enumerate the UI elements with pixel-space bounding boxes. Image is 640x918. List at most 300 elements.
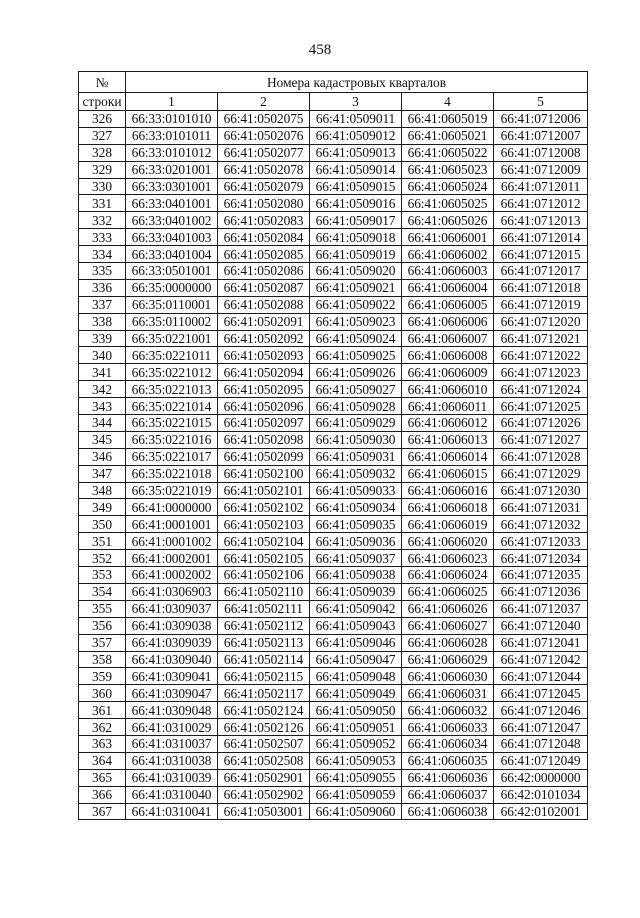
- cadastral-number-cell: 66:41:0502093: [218, 347, 310, 364]
- cadastral-number-cell: 66:41:0712020: [494, 313, 588, 330]
- table-row: [79, 533, 588, 550]
- cadastral-number-cell: 66:41:0502076: [218, 127, 310, 144]
- row-number-cell: 352: [79, 550, 126, 567]
- table-row: [79, 668, 588, 685]
- row-number-cell: 358: [79, 651, 126, 668]
- cadastral-number-cell: 66:41:0605025: [402, 195, 494, 212]
- cadastral-number-cell: 66:41:0509024: [310, 330, 402, 347]
- table-row: [79, 381, 588, 398]
- cadastral-number-cell: 66:41:0502098: [218, 431, 310, 448]
- cadastral-number-cell: 66:41:0606030: [402, 668, 494, 685]
- cadastral-number-cell: 66:41:0606037: [402, 786, 494, 803]
- cadastral-number-cell: 66:33:0101010: [126, 111, 218, 128]
- cadastral-number-cell: 66:41:0712021: [494, 330, 588, 347]
- cadastral-number-cell: 66:41:0309041: [126, 668, 218, 685]
- cadastral-number-cell: 66:41:0309038: [126, 617, 218, 634]
- cadastral-number-cell: 66:41:0712037: [494, 600, 588, 617]
- cadastral-number-cell: 66:41:0606005: [402, 296, 494, 313]
- cadastral-number-cell: 66:41:0502114: [218, 651, 310, 668]
- row-number-cell: 356: [79, 617, 126, 634]
- cadastral-number-cell: 66:41:0509052: [310, 735, 402, 752]
- cadastral-quarters-table: [78, 71, 588, 820]
- cadastral-number-cell: 66:41:0310040: [126, 786, 218, 803]
- cadastral-number-cell: 66:41:0509034: [310, 499, 402, 516]
- cadastral-number-cell: 66:41:0606025: [402, 583, 494, 600]
- row-number-cell: 336: [79, 279, 126, 296]
- cadastral-number-cell: 66:41:0606028: [402, 634, 494, 651]
- table-row: [79, 313, 588, 330]
- cadastral-number-cell: 66:35:0221013: [126, 381, 218, 398]
- cadastral-number-cell: 66:41:0606032: [402, 702, 494, 719]
- cadastral-number-cell: 66:41:0502086: [218, 263, 310, 280]
- cadastral-number-cell: 66:41:0712028: [494, 448, 588, 465]
- cadastral-number-cell: 66:41:0509036: [310, 533, 402, 550]
- row-number-cell: 330: [79, 178, 126, 195]
- cadastral-number-cell: 66:41:0712047: [494, 719, 588, 736]
- table-row: [79, 195, 588, 212]
- column-number-header: 5: [494, 93, 588, 111]
- cadastral-number-cell: 66:41:0502077: [218, 144, 310, 161]
- cadastral-number-cell: 66:41:0502096: [218, 398, 310, 415]
- cadastral-number-cell: 66:41:0502111: [218, 600, 310, 617]
- row-number-cell: 340: [79, 347, 126, 364]
- cadastral-number-cell: 66:41:0502112: [218, 617, 310, 634]
- row-number-cell: 341: [79, 364, 126, 381]
- table-row: [79, 600, 588, 617]
- cadastral-number-cell: 66:41:0605022: [402, 144, 494, 161]
- cadastral-number-cell: 66:41:0502094: [218, 364, 310, 381]
- cadastral-number-cell: 66:41:0000000: [126, 499, 218, 516]
- cadastral-number-cell: 66:41:0509049: [310, 685, 402, 702]
- cadastral-number-cell: 66:41:0509012: [310, 127, 402, 144]
- cadastral-number-cell: 66:35:0221001: [126, 330, 218, 347]
- table-row: [79, 499, 588, 516]
- table-row: [79, 144, 588, 161]
- cadastral-number-cell: 66:41:0606012: [402, 415, 494, 432]
- cadastral-number-cell: 66:41:0712009: [494, 161, 588, 178]
- cadastral-number-cell: 66:41:0606033: [402, 719, 494, 736]
- table-row: [79, 127, 588, 144]
- table-body: [79, 111, 588, 820]
- cadastral-number-cell: 66:41:0502113: [218, 634, 310, 651]
- cadastral-number-cell: 66:41:0509016: [310, 195, 402, 212]
- table-row: [79, 685, 588, 702]
- cadastral-number-cell: 66:41:0509027: [310, 381, 402, 398]
- cadastral-number-cell: 66:41:0509023: [310, 313, 402, 330]
- cadastral-number-cell: 66:33:0401001: [126, 195, 218, 212]
- column-number-header: 1: [126, 93, 218, 111]
- table-row: [79, 229, 588, 246]
- table-row: [79, 279, 588, 296]
- cadastral-number-cell: 66:41:0502115: [218, 668, 310, 685]
- cadastral-number-cell: 66:41:0606016: [402, 482, 494, 499]
- cadastral-number-cell: 66:41:0509059: [310, 786, 402, 803]
- cadastral-number-cell: 66:33:0501001: [126, 263, 218, 280]
- cadastral-number-cell: 66:35:0110001: [126, 296, 218, 313]
- cadastral-number-cell: 66:41:0509046: [310, 634, 402, 651]
- table-row: [79, 583, 588, 600]
- row-number-cell: 364: [79, 752, 126, 769]
- cadastral-number-cell: 66:41:0509026: [310, 364, 402, 381]
- cadastral-number-cell: 66:41:0712006: [494, 111, 588, 128]
- cadastral-number-cell: 66:33:0201001: [126, 161, 218, 178]
- cadastral-number-cell: 66:41:0712015: [494, 246, 588, 263]
- table-row: [79, 567, 588, 584]
- cadastral-number-cell: 66:41:0712033: [494, 533, 588, 550]
- row-number-cell: 339: [79, 330, 126, 347]
- row-number-cell: 331: [79, 195, 126, 212]
- cadastral-number-cell: 66:41:0309040: [126, 651, 218, 668]
- cadastral-number-cell: 66:41:0606013: [402, 431, 494, 448]
- row-number-cell: 354: [79, 583, 126, 600]
- cadastral-number-cell: 66:41:0606019: [402, 516, 494, 533]
- row-number-cell: 362: [79, 719, 126, 736]
- cadastral-number-cell: 66:41:0502103: [218, 516, 310, 533]
- cadastral-number-cell: 66:33:0101011: [126, 127, 218, 144]
- cadastral-number-cell: 66:41:0502083: [218, 212, 310, 229]
- cadastral-number-cell: 66:41:0310039: [126, 769, 218, 786]
- cadastral-number-cell: 66:41:0606029: [402, 651, 494, 668]
- row-number-cell: 328: [79, 144, 126, 161]
- table-row: [79, 246, 588, 263]
- row-number-cell: 345: [79, 431, 126, 448]
- row-number-cell: 366: [79, 786, 126, 803]
- cadastral-number-cell: 66:35:0221012: [126, 364, 218, 381]
- cadastral-number-cell: 66:41:0502101: [218, 482, 310, 499]
- cadastral-number-cell: 66:41:0509038: [310, 567, 402, 584]
- cadastral-number-cell: 66:41:0502097: [218, 415, 310, 432]
- cadastral-number-cell: 66:41:0306903: [126, 583, 218, 600]
- cadastral-number-cell: 66:41:0606027: [402, 617, 494, 634]
- row-number-cell: 346: [79, 448, 126, 465]
- cadastral-number-cell: 66:41:0502102: [218, 499, 310, 516]
- cadastral-number-cell: 66:41:0502508: [218, 752, 310, 769]
- cadastral-number-cell: 66:42:0102001: [494, 803, 588, 820]
- cadastral-number-cell: 66:41:0502080: [218, 195, 310, 212]
- cadastral-number-cell: 66:41:0509051: [310, 719, 402, 736]
- table-row: [79, 617, 588, 634]
- cadastral-number-cell: 66:41:0712012: [494, 195, 588, 212]
- table-row: [79, 719, 588, 736]
- row-number-cell: 332: [79, 212, 126, 229]
- row-number-cell: 347: [79, 465, 126, 482]
- cadastral-number-cell: 66:41:0502088: [218, 296, 310, 313]
- cadastral-number-cell: 66:35:0221016: [126, 431, 218, 448]
- cadastral-number-cell: 66:41:0606011: [402, 398, 494, 415]
- cadastral-number-cell: 66:41:0509015: [310, 178, 402, 195]
- cadastral-number-cell: 66:41:0606009: [402, 364, 494, 381]
- cadastral-number-cell: 66:41:0502084: [218, 229, 310, 246]
- table-row: [79, 634, 588, 651]
- cadastral-number-cell: 66:41:0712049: [494, 752, 588, 769]
- table-row: [79, 448, 588, 465]
- cadastral-number-cell: 66:41:0712013: [494, 212, 588, 229]
- cadastral-number-cell: 66:35:0221011: [126, 347, 218, 364]
- cadastral-number-cell: 66:41:0509039: [310, 583, 402, 600]
- cadastral-number-cell: 66:41:0605026: [402, 212, 494, 229]
- cadastral-number-cell: 66:41:0502902: [218, 786, 310, 803]
- cadastral-number-cell: 66:41:0503001: [218, 803, 310, 820]
- cadastral-number-cell: 66:33:0101012: [126, 144, 218, 161]
- cadastral-number-cell: 66:41:0712031: [494, 499, 588, 516]
- cadastral-number-cell: 66:41:0309037: [126, 600, 218, 617]
- cadastral-number-cell: 66:42:0000000: [494, 769, 588, 786]
- cadastral-number-cell: 66:41:0502124: [218, 702, 310, 719]
- cadastral-number-cell: 66:41:0606015: [402, 465, 494, 482]
- cadastral-number-cell: 66:41:0502105: [218, 550, 310, 567]
- cadastral-number-cell: 66:41:0509032: [310, 465, 402, 482]
- table-row: [79, 178, 588, 195]
- cadastral-number-cell: 66:41:0712046: [494, 702, 588, 719]
- cadastral-number-cell: 66:41:0309047: [126, 685, 218, 702]
- cadastral-number-cell: 66:41:0509060: [310, 803, 402, 820]
- cadastral-number-cell: 66:41:0712026: [494, 415, 588, 432]
- table-row: [79, 786, 588, 803]
- cadastral-number-cell: 66:41:0509037: [310, 550, 402, 567]
- cadastral-number-cell: 66:41:0509020: [310, 263, 402, 280]
- table-row: [79, 398, 588, 415]
- table-row: [79, 516, 588, 533]
- cadastral-number-cell: 66:41:0712008: [494, 144, 588, 161]
- table-row: [79, 161, 588, 178]
- cadastral-number-cell: 66:41:0606023: [402, 550, 494, 567]
- row-number-cell: 359: [79, 668, 126, 685]
- cadastral-number-cell: 66:41:0502078: [218, 161, 310, 178]
- cadastral-number-cell: 66:41:0606031: [402, 685, 494, 702]
- cadastral-number-cell: 66:41:0605019: [402, 111, 494, 128]
- cadastral-number-cell: 66:41:0712029: [494, 465, 588, 482]
- page-number: 458: [308, 42, 332, 58]
- cadastral-number-cell: 66:41:0606034: [402, 735, 494, 752]
- row-number-cell: 353: [79, 567, 126, 584]
- table-row: [79, 347, 588, 364]
- cadastral-number-cell: 66:41:0712042: [494, 651, 588, 668]
- cadastral-number-cell: 66:41:0712017: [494, 263, 588, 280]
- cadastral-number-cell: 66:41:0606014: [402, 448, 494, 465]
- cadastral-number-cell: 66:41:0712036: [494, 583, 588, 600]
- cadastral-number-cell: 66:41:0509029: [310, 415, 402, 432]
- cadastral-number-cell: 66:41:0509028: [310, 398, 402, 415]
- cadastral-number-cell: 66:35:0221018: [126, 465, 218, 482]
- cadastral-number-cell: 66:41:0002002: [126, 567, 218, 584]
- cadastral-number-cell: 66:41:0502507: [218, 735, 310, 752]
- group-header: Номера кадастровых кварталов: [126, 72, 588, 93]
- cadastral-number-cell: 66:41:0310041: [126, 803, 218, 820]
- cadastral-number-cell: 66:41:0509017: [310, 212, 402, 229]
- cadastral-number-cell: 66:41:0509014: [310, 161, 402, 178]
- cadastral-number-cell: 66:41:0509031: [310, 448, 402, 465]
- cadastral-number-cell: 66:41:0712034: [494, 550, 588, 567]
- cadastral-number-cell: 66:41:0712025: [494, 398, 588, 415]
- cadastral-number-cell: 66:41:0509022: [310, 296, 402, 313]
- cadastral-number-cell: 66:41:0605023: [402, 161, 494, 178]
- table-row: [79, 415, 588, 432]
- row-number-cell: 343: [79, 398, 126, 415]
- cadastral-number-cell: 66:41:0502126: [218, 719, 310, 736]
- cadastral-number-cell: 66:41:0502100: [218, 465, 310, 482]
- cadastral-number-cell: 66:41:0606020: [402, 533, 494, 550]
- cadastral-number-cell: 66:41:0502085: [218, 246, 310, 263]
- cadastral-number-cell: 66:41:0712023: [494, 364, 588, 381]
- cadastral-number-cell: 66:41:0310029: [126, 719, 218, 736]
- table-row: [79, 651, 588, 668]
- cadastral-number-cell: 66:41:0712018: [494, 279, 588, 296]
- cadastral-number-cell: 66:41:0606010: [402, 381, 494, 398]
- row-number-cell: 334: [79, 246, 126, 263]
- cadastral-number-cell: 66:41:0606006: [402, 313, 494, 330]
- table-row: [79, 111, 588, 128]
- cadastral-number-cell: 66:41:0502099: [218, 448, 310, 465]
- table-row: [79, 212, 588, 229]
- row-number-cell: 329: [79, 161, 126, 178]
- cadastral-number-cell: 66:41:0502104: [218, 533, 310, 550]
- table-row: [79, 803, 588, 820]
- row-number-cell: 335: [79, 263, 126, 280]
- cadastral-number-cell: 66:41:0502110: [218, 583, 310, 600]
- cadastral-number-cell: 66:41:0502079: [218, 178, 310, 195]
- cadastral-number-cell: 66:41:0509053: [310, 752, 402, 769]
- cadastral-number-cell: 66:42:0101034: [494, 786, 588, 803]
- cadastral-number-cell: 66:41:0606002: [402, 246, 494, 263]
- column-number-header: 2: [218, 93, 310, 111]
- table-row: [79, 296, 588, 313]
- cadastral-number-cell: 66:41:0509042: [310, 600, 402, 617]
- row-number-cell: 338: [79, 313, 126, 330]
- cadastral-number-cell: 66:41:0606024: [402, 567, 494, 584]
- cadastral-number-cell: 66:41:0712035: [494, 567, 588, 584]
- cadastral-number-cell: 66:41:0502075: [218, 111, 310, 128]
- cadastral-number-cell: 66:41:0712044: [494, 668, 588, 685]
- cadastral-number-cell: 66:41:0712041: [494, 634, 588, 651]
- cadastral-number-cell: 66:41:0606003: [402, 263, 494, 280]
- row-number-cell: 363: [79, 735, 126, 752]
- cadastral-number-cell: 66:41:0606026: [402, 600, 494, 617]
- cadastral-number-cell: 66:41:0509013: [310, 144, 402, 161]
- table-row: [79, 769, 588, 786]
- cadastral-number-cell: 66:41:0712027: [494, 431, 588, 448]
- table-row: [79, 263, 588, 280]
- cadastral-number-cell: 66:41:0509021: [310, 279, 402, 296]
- cadastral-number-cell: 66:41:0509033: [310, 482, 402, 499]
- row-number-cell: 357: [79, 634, 126, 651]
- cadastral-number-cell: 66:41:0509030: [310, 431, 402, 448]
- cadastral-number-cell: 66:35:0000000: [126, 279, 218, 296]
- table-row: [79, 482, 588, 499]
- row-number-cell: 344: [79, 415, 126, 432]
- cadastral-number-cell: 66:41:0309039: [126, 634, 218, 651]
- row-number-cell: 326: [79, 111, 126, 128]
- cadastral-number-cell: 66:41:0509018: [310, 229, 402, 246]
- cadastral-number-cell: 66:41:0502117: [218, 685, 310, 702]
- cadastral-number-cell: 66:41:0712007: [494, 127, 588, 144]
- cadastral-number-cell: 66:41:0606038: [402, 803, 494, 820]
- cadastral-number-cell: 66:41:0310038: [126, 752, 218, 769]
- row-number-cell: 333: [79, 229, 126, 246]
- cadastral-number-cell: 66:41:0712011: [494, 178, 588, 195]
- cadastral-number-cell: 66:41:0509047: [310, 651, 402, 668]
- cadastral-number-cell: 66:41:0001001: [126, 516, 218, 533]
- column-number-header: 3: [310, 93, 402, 111]
- cadastral-number-cell: 66:41:0509048: [310, 668, 402, 685]
- cadastral-number-cell: 66:41:0712048: [494, 735, 588, 752]
- cadastral-number-cell: 66:35:0221019: [126, 482, 218, 499]
- row-number-cell: 361: [79, 702, 126, 719]
- cadastral-number-cell: 66:41:0712019: [494, 296, 588, 313]
- cadastral-number-cell: 66:41:0712032: [494, 516, 588, 533]
- cadastral-number-cell: 66:33:0401003: [126, 229, 218, 246]
- table-row: [79, 702, 588, 719]
- cadastral-number-cell: 66:41:0502087: [218, 279, 310, 296]
- cadastral-number-cell: 66:41:0509019: [310, 246, 402, 263]
- cadastral-number-cell: 66:35:0110002: [126, 313, 218, 330]
- table-row: [79, 465, 588, 482]
- cadastral-number-cell: 66:41:0606001: [402, 229, 494, 246]
- cadastral-number-cell: 66:41:0310037: [126, 735, 218, 752]
- cadastral-number-cell: 66:41:0509050: [310, 702, 402, 719]
- column-number-header: 4: [402, 93, 494, 111]
- row-number-cell: 360: [79, 685, 126, 702]
- table-row: [79, 330, 588, 347]
- table-row: [79, 752, 588, 769]
- cadastral-number-cell: 66:41:0502092: [218, 330, 310, 347]
- row-number-cell: 351: [79, 533, 126, 550]
- cadastral-number-cell: 66:33:0401002: [126, 212, 218, 229]
- row-number-header-label: строки: [79, 93, 126, 111]
- cadastral-number-cell: 66:41:0712024: [494, 381, 588, 398]
- table-row: [79, 550, 588, 567]
- cadastral-number-cell: 66:35:0221015: [126, 415, 218, 432]
- cadastral-number-cell: 66:35:0221014: [126, 398, 218, 415]
- cadastral-number-cell: 66:41:0509043: [310, 617, 402, 634]
- cadastral-number-cell: 66:41:0712030: [494, 482, 588, 499]
- cadastral-number-cell: 66:41:0712022: [494, 347, 588, 364]
- cadastral-number-cell: 66:41:0606008: [402, 347, 494, 364]
- table-row: [79, 735, 588, 752]
- cadastral-number-cell: 66:41:0606036: [402, 769, 494, 786]
- cadastral-number-cell: 66:41:0605024: [402, 178, 494, 195]
- cadastral-number-cell: 66:41:0606007: [402, 330, 494, 347]
- row-number-cell: 365: [79, 769, 126, 786]
- cadastral-number-cell: 66:41:0509055: [310, 769, 402, 786]
- row-number-cell: 327: [79, 127, 126, 144]
- cadastral-number-cell: 66:41:0509035: [310, 516, 402, 533]
- row-number-cell: 337: [79, 296, 126, 313]
- row-number-header-symbol: №: [79, 72, 126, 93]
- cadastral-number-cell: 66:41:0001002: [126, 533, 218, 550]
- cadastral-number-cell: 66:33:0401004: [126, 246, 218, 263]
- cadastral-number-cell: 66:41:0502095: [218, 381, 310, 398]
- cadastral-number-cell: 66:41:0606018: [402, 499, 494, 516]
- cadastral-number-cell: 66:41:0712045: [494, 685, 588, 702]
- cadastral-number-cell: 66:41:0309048: [126, 702, 218, 719]
- cadastral-number-cell: 66:41:0509011: [310, 111, 402, 128]
- cadastral-number-cell: 66:41:0606035: [402, 752, 494, 769]
- cadastral-number-cell: 66:41:0712014: [494, 229, 588, 246]
- row-number-cell: 342: [79, 381, 126, 398]
- row-number-cell: 367: [79, 803, 126, 820]
- cadastral-number-cell: 66:41:0509025: [310, 347, 402, 364]
- cadastral-number-cell: 66:41:0502091: [218, 313, 310, 330]
- row-number-cell: 350: [79, 516, 126, 533]
- cadastral-number-cell: 66:41:0502106: [218, 567, 310, 584]
- cadastral-number-cell: 66:35:0221017: [126, 448, 218, 465]
- row-number-cell: 348: [79, 482, 126, 499]
- cadastral-number-cell: 66:41:0605021: [402, 127, 494, 144]
- row-number-cell: 355: [79, 600, 126, 617]
- table-row: [79, 364, 588, 381]
- cadastral-number-cell: 66:41:0502901: [218, 769, 310, 786]
- table-row: [79, 431, 588, 448]
